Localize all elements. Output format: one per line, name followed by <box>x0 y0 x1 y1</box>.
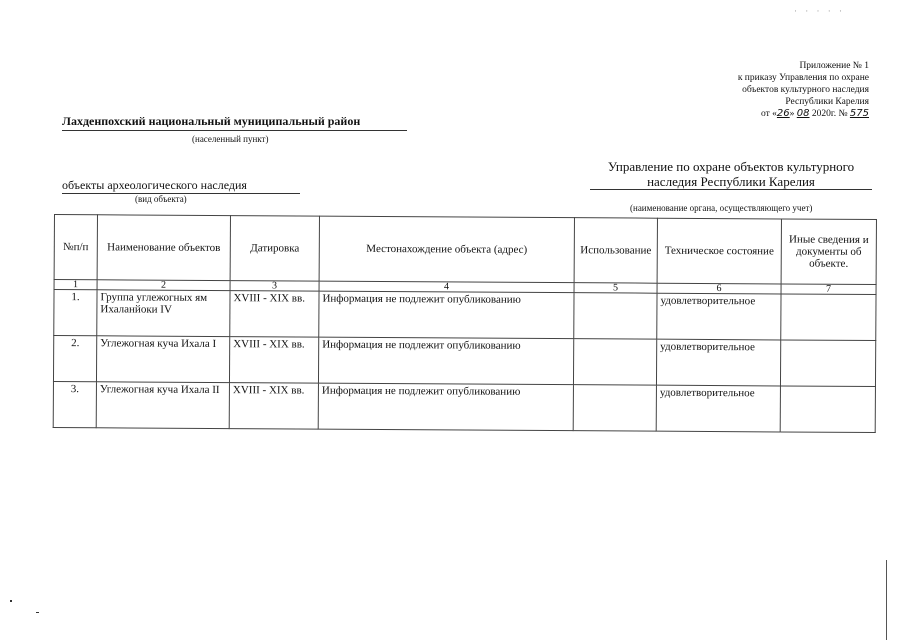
organization-line2: наследия Республики Карелия <box>590 174 872 190</box>
scan-speck <box>36 612 39 613</box>
objects-table <box>53 214 877 433</box>
table-row <box>53 381 875 432</box>
district-name: Лахденпохский национальный муниципальный район <box>62 114 407 131</box>
date-year: 2020г. № <box>809 109 850 119</box>
header-name: Наименование объектов <box>97 215 230 281</box>
column-number: 6 <box>657 283 781 294</box>
object-type: объекты археологического наследия <box>62 178 300 194</box>
object-other-info <box>781 294 876 341</box>
row-number: 2. <box>53 336 96 382</box>
date-prefix: от « <box>761 109 777 119</box>
column-number: 1 <box>54 280 97 290</box>
header-dating: Датировка <box>230 216 319 282</box>
header-usage: Использование <box>574 218 657 284</box>
object-dating: XVIII - XIX вв. <box>229 383 318 430</box>
order-number: 575 <box>849 108 869 119</box>
header-condition: Техническое состояние <box>657 218 781 284</box>
object-name: Углежогная куча Ихала II <box>96 382 229 429</box>
object-other-info <box>780 340 875 387</box>
object-condition: удовлетворительное <box>656 339 780 386</box>
row-number: 1. <box>54 290 97 336</box>
object-dating: XVIII - XIX вв. <box>230 291 319 338</box>
column-number: 4 <box>319 281 574 293</box>
header-other-info: Иные сведения и документы об объекте. <box>781 219 876 285</box>
object-name: Углежогная куча Ихала I <box>96 336 229 383</box>
appendix-republic-line: Республики Карелия <box>785 97 869 107</box>
appendix-block <box>738 60 869 120</box>
object-location: Информация не подлежит опубликованию <box>318 383 573 431</box>
appendix-title: Приложение № 1 <box>799 61 869 71</box>
organization-line1: Управление по охране объектов культурного <box>607 159 855 174</box>
scan-edge-line <box>886 560 887 640</box>
appendix-org-line: объектов культурного наследия <box>742 85 869 95</box>
date-separator: » <box>789 109 797 119</box>
column-number: 3 <box>230 281 319 292</box>
object-other-info <box>780 386 875 433</box>
column-number: 7 <box>781 284 876 295</box>
object-location: Информация не подлежит опубликованию <box>319 291 574 339</box>
object-condition: удовлетворительное <box>656 385 780 432</box>
district-caption: (населенный пункт) <box>192 134 269 144</box>
date-month: 08 <box>796 108 810 119</box>
scan-speck <box>10 600 12 602</box>
header-location: Местонахождение объекта (адрес) <box>319 216 574 283</box>
object-condition: удовлетворительное <box>657 293 781 340</box>
object-dating: XVIII - XIX вв. <box>229 337 318 384</box>
table-header-row <box>54 215 876 285</box>
row-number: 3. <box>53 381 96 427</box>
table-row <box>53 336 875 387</box>
object-usage <box>573 385 656 432</box>
date-day: 26 <box>776 108 790 119</box>
object-location: Информация не подлежит опубликованию <box>318 337 573 385</box>
object-type-caption: (вид объекта) <box>135 194 187 204</box>
organization-caption: (наименование органа, осуществляющего учет) <box>630 203 813 213</box>
object-usage <box>573 339 656 386</box>
column-number: 2 <box>97 280 230 291</box>
table-row <box>54 290 876 341</box>
column-number: 5 <box>574 283 657 294</box>
appendix-date-line <box>738 108 869 120</box>
scan-noise-dots: · · · · · <box>794 6 845 16</box>
appendix-order-line: к приказу Управления по охране <box>737 73 869 83</box>
organization-name <box>590 159 872 190</box>
header-number: №п/п <box>54 215 97 280</box>
object-name: Группа углежогных ям Ихаланйоки IV <box>97 290 230 337</box>
object-usage <box>574 293 657 340</box>
